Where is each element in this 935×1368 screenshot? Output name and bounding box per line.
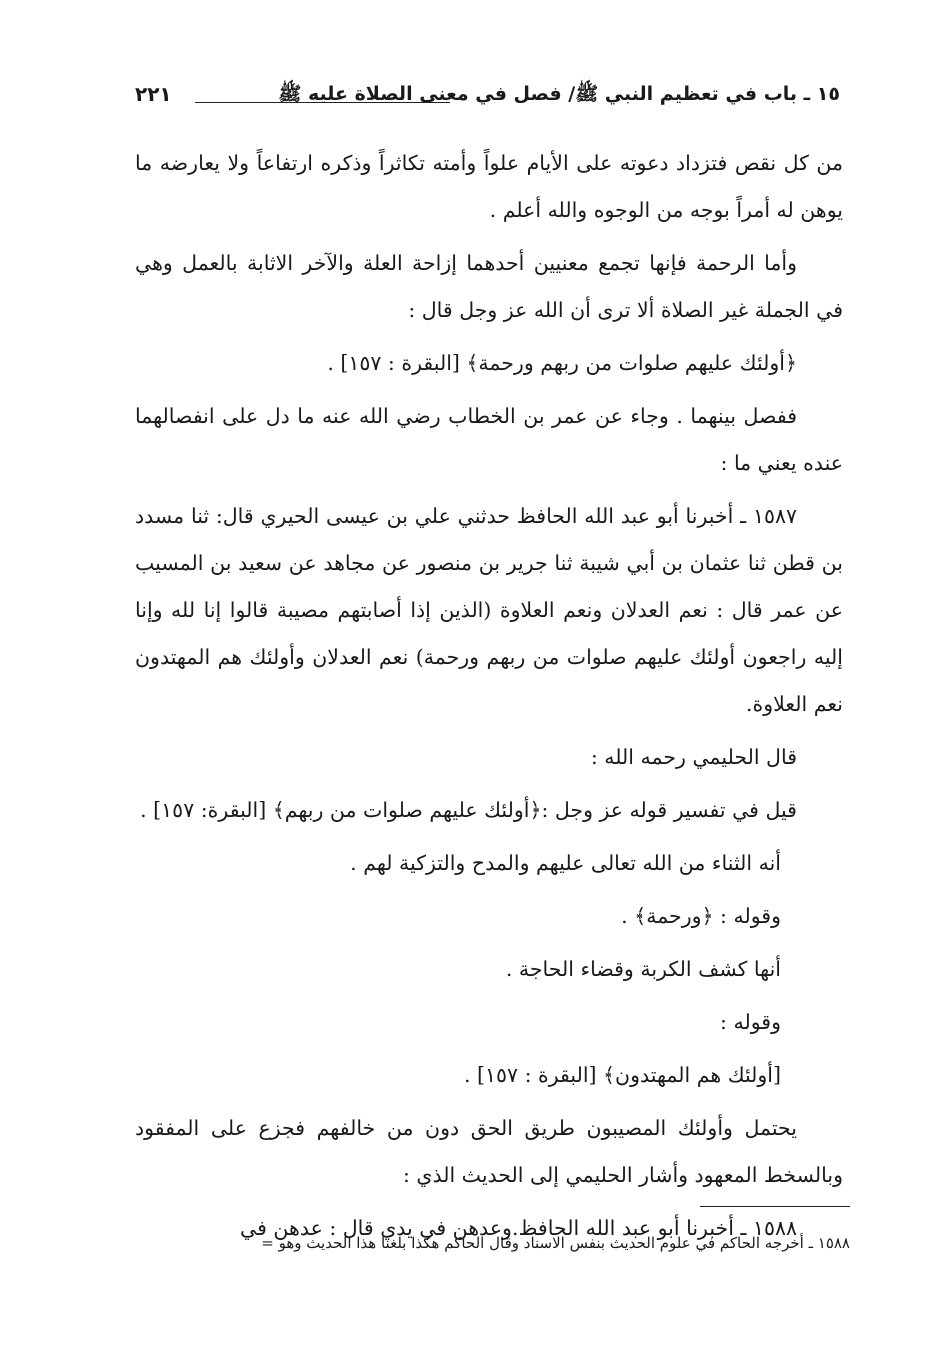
paragraph-wa-qawluhu-1: وقوله : ﴿ورحمة﴾ . [621, 904, 781, 928]
paragraph-3: ففصل بينهما . وجاء عن عمر بن الخطاب رضي الله عنه ما دل على انفصالهما عنده يعني ما : [135, 404, 843, 475]
paragraph-yahtamil: يحتمل وأولئك المصيبون طريق الحق دون من خالفهم فجزع على المفقود وبالسخط المعهود وأشار الحليمي إلى الحديث الذي : [135, 1116, 843, 1187]
hadith-1588: ١٥٨٨ ـ أخبرنا أبو عبد الله الحافظ.وعدهن في يدي قال : عدهن في [240, 1216, 797, 1240]
paragraph-halimi: قال الحليمي رحمه الله : [590, 745, 797, 769]
footnote-rule [700, 1206, 850, 1207]
paragraph-wa-qawluhu-2: وقوله : [720, 1010, 781, 1034]
paragraph-kashf: أنها كشف الكربة وقضاء الحاجة . [505, 957, 781, 981]
quran-quote-1: ﴿أولئك عليهم صلوات من ربهم ورحمة﴾ [البقرة : ١٥٧] . [327, 351, 797, 375]
header-rule [195, 102, 450, 103]
paragraph-1: من كل نقص فتزداد دعوته على الأيام علواً وأمته تكاثراً وذكره ارتفاعاً ولا يعارضه ما يوهن له أمراً بوجه من الوجوه والله أعلم . [135, 151, 843, 222]
hadith-1587: ١٥٨٧ ـ أخبرنا أبو عبد الله الحافظ حدثني علي بن عيسى الحيري قال: ثنا مسدد بن قطن ثنا عثمان بن أبي شيبة ثنا جرير بن منصور عن مجاهد عن سعيد بن المسيب عن عمر قال : نعم العدلان ونعم العلاوة (الذين إذا أصابتهم مصيبة قالوا إنا لله وإنا إليه راجعون أولئك عليهم صلوات من ربهم ورحمة) نعم العدلان وأولئك هم المهتدون نعم العلاوة. [135, 504, 843, 716]
page-body [135, 140, 843, 1258]
page-header [135, 82, 840, 118]
paragraph-thana: أنه الثناء من الله تعالى عليهم والمدح والتزكية لهم . [350, 851, 781, 875]
running-head: ١٥ ـ باب في تعظيم النبي ﷺ/ فصل في معنى الصلاة عليه ﷺ [278, 83, 840, 105]
quran-quote-2: [أولئك هم المهتدون﴾ [البقرة : ١٥٧] . [463, 1063, 781, 1087]
footnote: ١٥٨٨ ـ أخرجه الحاكم في علوم الحديث بنفس الاسناد وقال الحاكم هكذا بلغنا هذا الحديث وهو = [261, 1234, 850, 1252]
paragraph-tafsir: قيل في تفسير قوله عز وجل :﴿أولئك عليهم صلوات من ربهم﴾ [البقرة: ١٥٧] . [140, 798, 797, 822]
page-number: ٢٢١ [135, 82, 172, 106]
paragraph-2: وأما الرحمة فإنها تجمع معنيين أحدهما إزاحة العلة والآخر الاثابة بالعمل وهي في الجملة غير الصلاة ألا ترى أن الله عز وجل قال : [135, 251, 843, 322]
